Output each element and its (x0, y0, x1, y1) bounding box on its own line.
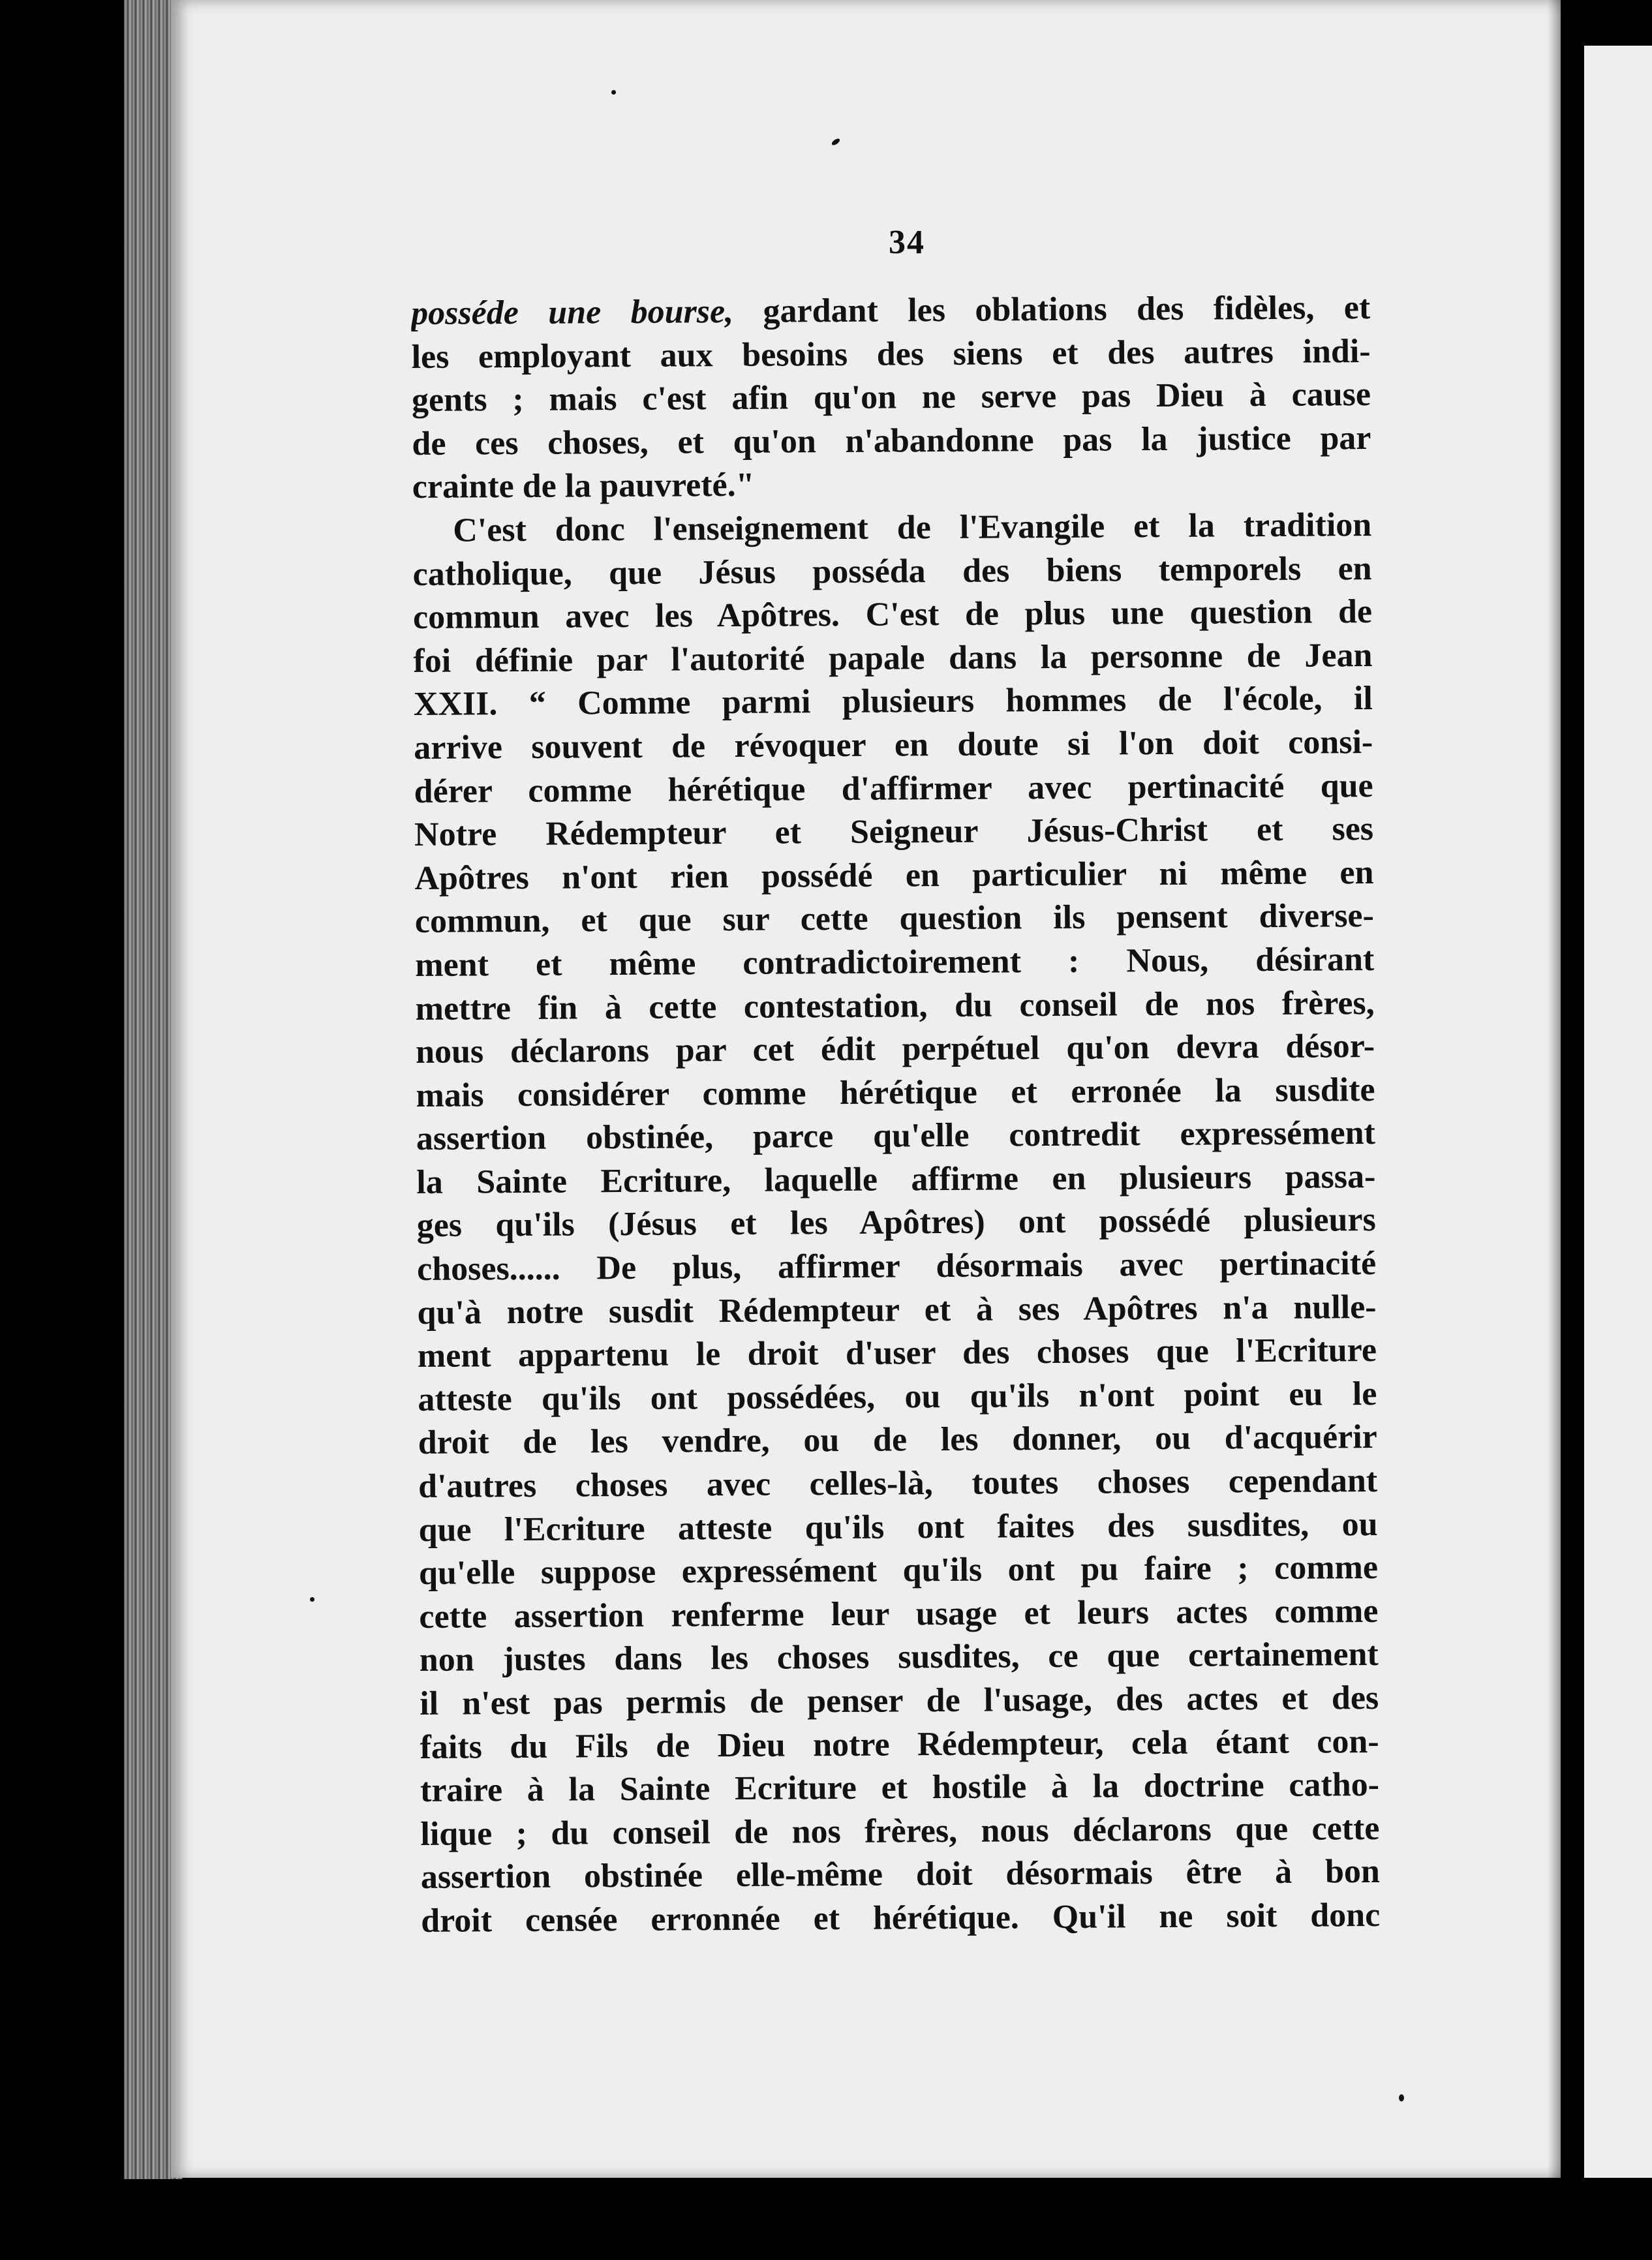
text-line: que l'Ecriture atteste qu'ils ont faites des susdites, ou (418, 1505, 1378, 1549)
text-line: cette assertion renferme leur usage et leurs actes comme (419, 1592, 1379, 1636)
text-line: d'autres choses avec celles-là, toutes choses cependant (418, 1462, 1378, 1505)
text-line: ment appartenu le droit d'user des choses que l'Ecriture (417, 1332, 1377, 1375)
text-line: crainte de la pauvreté." (412, 466, 755, 506)
text-line: foi définie par l'autorité papale dans la personne de Jean (413, 636, 1373, 680)
text-line: de ces choses, et qu'on n'abandonne pas la justice par (412, 419, 1371, 463)
text-line: assertion obstinée elle-même doit désormais être à bon (420, 1853, 1380, 1897)
text-line: droit de les vendre, ou de les donner, ou d'acquérir (418, 1418, 1377, 1462)
text-line: choses...... De plus, affirmer désormais avec pertinacité (416, 1245, 1377, 1289)
text-line: droit censée erronnée et hérétique. Qu'il ne soit donc (421, 1896, 1381, 1940)
text-line (411, 286, 1370, 336)
text-line: nous déclarons par cet édit perpétuel qu'on devra désor- (415, 1028, 1375, 1071)
text-line-rest: gardant les oblations des fidèles, et (763, 289, 1371, 330)
text-line: dérer comme hérétique d'affirmer avec pertinacité que (414, 767, 1373, 810)
text-line: gents ; mais c'est afin qu'on ne serve pas Dieu à cause (411, 376, 1371, 420)
ink-speck (611, 90, 616, 95)
text-line: catholique, que Jésus posséda des biens temporels en (412, 549, 1372, 593)
text-line: mais considérer comme hérétique et erronée la susdite (416, 1071, 1375, 1114)
ink-speck (310, 1597, 314, 1602)
italic-phrase: posséde une bourse, (411, 292, 734, 332)
text-line: assertion obstinée, parce qu'elle contredit expressément (416, 1114, 1376, 1158)
page-number: 34 (889, 224, 925, 261)
ink-speck (1399, 2094, 1404, 2101)
text-line: la Sainte Ecriture, laquelle affirme en plusieurs passa- (416, 1157, 1376, 1201)
text-line: lique ; du conseil de nos frères, nous déclarons que cette (420, 1809, 1380, 1853)
ink-speck (831, 138, 840, 147)
page-body-text (411, 286, 1380, 1943)
text-line: ges qu'ils (Jésus et les Apôtres) ont possédé plusieurs (416, 1201, 1376, 1245)
text-line: Apôtres n'ont rien possédé en particulier ni même en (414, 853, 1374, 897)
text-line: C'est donc l'enseignement de l'Evangile et la tradition (453, 506, 1372, 549)
text-line: XXII. “ Comme parmi plusieurs hommes de l'école, il (413, 680, 1373, 724)
text-line: arrive souvent de révoquer en doute si l'on doit consi- (414, 723, 1373, 767)
text-line: atteste qu'ils ont possédées, ou qu'ils n'ont point eu le (418, 1375, 1377, 1418)
text-line: ment et même contradictoirement : Nous, désirant (415, 940, 1375, 984)
text-line: qu'à notre susdit Rédempteur et à ses Apôtres n'a nulle- (417, 1288, 1377, 1332)
text-line: commun avec les Apôtres. C'est de plus une question de (412, 593, 1373, 637)
text-line: les employant aux besoins des siens et des autres indi- (411, 332, 1371, 376)
adjacent-page-edge (1584, 46, 1652, 2178)
text-line: qu'elle suppose expressément qu'ils ont pu faire ; comme (418, 1549, 1379, 1593)
text-line: faits du Fils de Dieu notre Rédempteur, cela étant con- (420, 1722, 1379, 1766)
text-line: non justes dans les choses susdites, ce que certainement (419, 1636, 1379, 1679)
text-line: mettre fin à cette contestation, du conseil de nos frères, (415, 984, 1375, 1028)
text-line: traire à la Sainte Ecriture et hostile à la doctrine catho- (420, 1766, 1380, 1810)
text-line: Notre Rédempteur et Seigneur Jésus-Christ et ses (414, 810, 1374, 854)
text-line: il n'est pas permis de penser de l'usage, des actes et des (420, 1679, 1379, 1722)
text-line: commun, et que sur cette question ils pensent diverse- (414, 897, 1375, 941)
